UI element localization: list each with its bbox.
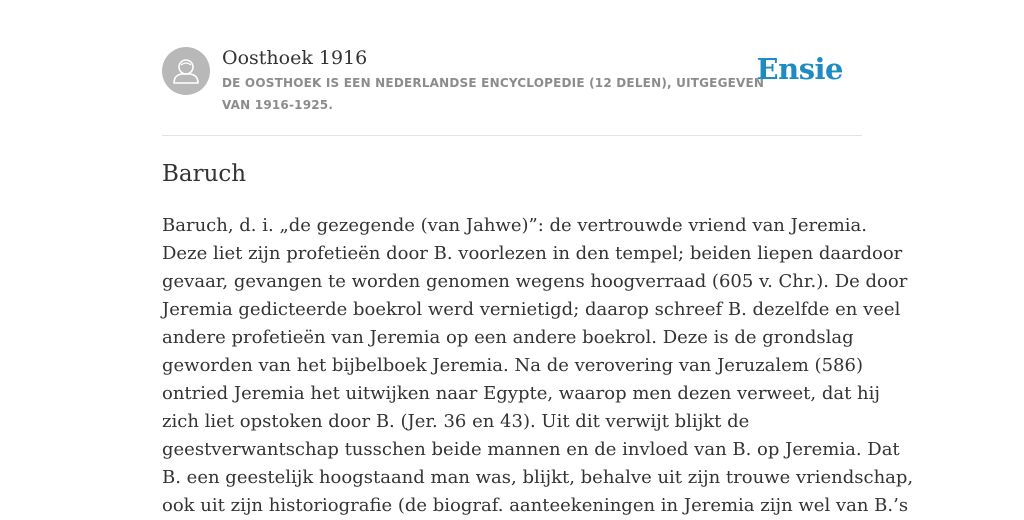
source-header: [162, 44, 862, 136]
entry-line: gevaar, gevangen te worden genomen wegens hoogverraad (605 v. Chr.). De door: [162, 271, 908, 292]
source-description: [222, 72, 765, 116]
source-title[interactable]: Oosthoek 1916: [222, 47, 368, 69]
entry-line: Baruch, d. i. „de gezegende (van Jahwe)”: de vertrouwde vriend van Jeremia.: [162, 215, 868, 236]
user-icon: [162, 47, 210, 95]
entry-line: ontried Jeremia het uitwijken naar Egypte, waarop men dezen verweet, dat hij: [162, 383, 880, 404]
source-info: [222, 44, 765, 116]
entry-title: Baruch: [162, 161, 247, 187]
source-description-line: DE OOSTHOEK IS EEN NEDERLANDSE ENCYCLOPEDIE (12 DELEN), UITGEGEVEN: [222, 76, 765, 90]
entry-line: Deze liet zijn profetieën door B. voorlezen in den tempel; beiden liepen daardoor: [162, 243, 903, 264]
entry-line: geestverwantschap tusschen beide mannen en de invloed van B. op Jeremia. Dat: [162, 439, 900, 460]
entry-body: [162, 212, 914, 520]
entry-line: geworden van het bijbelboek Jeremia. Na de verovering van Jeruzalem (586): [162, 355, 863, 376]
entry-line: Jeremia gedicteerde boekrol werd vernietigd; daarop schreef B. dezelfde en veel: [162, 299, 901, 320]
entry-line: andere profetieën van Jeremia op een andere boekrol. Deze is de grondslag: [162, 327, 854, 348]
entry-line: B. een geestelijk hoogstaand man was, blijkt, behalve uit zijn trouwe vriendschap,: [162, 467, 914, 488]
entry-line: zich liet opstoken door B. (Jer. 36 en 43). Uit dit verwijt blijkt de: [162, 411, 750, 432]
entry-line: ook uit zijn historiografie (de biograf. aanteekeningen in Jeremia zijn wel van B.’s: [162, 495, 909, 516]
source-avatar[interactable]: [162, 47, 210, 95]
source-description-line: VAN 1916-1925.: [222, 98, 334, 112]
ensie-logo[interactable]: Ensie: [756, 52, 843, 86]
